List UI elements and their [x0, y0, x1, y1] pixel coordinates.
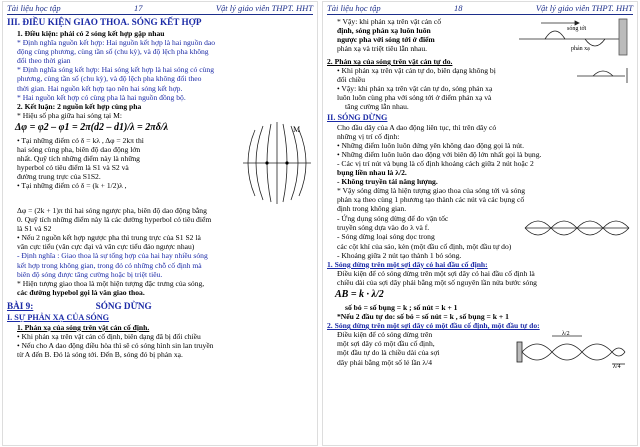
line: dây phải bằng một số lẻ lần λ/4: [337, 357, 432, 367]
line: các cột khí của sáo, kèn (một đầu cố định, một đầu tự do): [337, 241, 512, 251]
formula-and-figure: [7, 120, 313, 206]
line: biên độ sóng được tăng cường hoặc bị triệt tiêu.: [17, 269, 163, 279]
line: - Định nghĩa : Giao thoa là sự tổng hợp của hai hay nhiều sóng: [17, 251, 208, 261]
line: phương, cùng tần số (chu kỳ), và độ lệch pha không đổi theo: [17, 74, 202, 84]
line: chiều dài của sợi dây phải bằng một số nguyên lần nửa bước sóng: [337, 277, 537, 287]
line: đường trung trực của S1S2.: [17, 172, 101, 182]
line: - Các vị trí nút và bụng là cố định khoảng cách giữa 2 nút hoặc 2: [337, 158, 534, 168]
line: bụng liền nhau là λ/2.: [337, 168, 407, 178]
line: • Những điểm luôn luôn dao động với biên độ lớn nhất gọi là bụng.: [337, 149, 542, 159]
line: 2. Sóng dừng trên một sợi dây có một đầu cố định, một đầu tự do:: [327, 321, 540, 331]
line: phản xạ và triệt tiêu lẫn nhau.: [337, 44, 428, 54]
line: * Định nghĩa nguồn kết hợp: Hai nguồn kết hợp là hai nguồn dao: [17, 38, 216, 48]
line: số bó = số bụng = k ; số nút = k + 1: [345, 302, 458, 312]
interference-hyperbola-figure: [241, 120, 313, 206]
phase-formula: Δφ = φ2 – φ1 = 2π(d2 – d1)/λ = 2πδ/λ: [15, 121, 169, 133]
line: * Hiện tượng giao thoa là một hiện tượng đặc trưng của sóng,: [17, 278, 205, 288]
reflect-label: phản xạ: [571, 46, 590, 52]
string-length-formula: AB = k · λ/2: [335, 288, 384, 300]
line: những vị trí cố định:: [337, 131, 400, 141]
line: • Khi phản xạ trên vật cản cố định, biên dạng đã bị đổi chiều: [17, 331, 201, 341]
section-heading: I. SỰ PHẢN XẠ CỦA SÓNG: [7, 312, 110, 322]
line: là S1 và S2: [17, 224, 52, 234]
line: một đầu tự do là chiều dài của sợi: [337, 348, 440, 358]
line: phản xạ theo cùng 1 phương tạo thành các nút và các bụng cố: [337, 195, 525, 205]
line: từ A đến B. Đó là sóng tới. Đến B, sóng đó bị phản xạ.: [17, 350, 183, 360]
line: 1. Phản xạ của sóng trên vật cản cố định.: [17, 322, 150, 332]
line: • Những điểm luôn luôn đứng yên không dao động gọi là nút.: [337, 140, 525, 150]
line: luôn luôn cùng pha với sóng tới ở điểm phản xạ và: [337, 93, 492, 103]
page-number: 18: [453, 3, 463, 13]
header-left: Tài liệu học tập: [327, 3, 381, 13]
line: vân cực tiểu (vân cực đại và vân cực tiểu đảo ngược nhau): [17, 242, 195, 252]
line: • Tại những điểm có δ = (k + 1/2)λ ,: [17, 181, 127, 191]
line: *Nếu 2 đầu tự do: số bó = số nút = k , số bụng = k + 1: [337, 312, 509, 322]
line: tăng cường lẫn nhau.: [345, 102, 409, 112]
page-header: [327, 2, 633, 15]
line: hyperbol có tiêu điểm là S1 và S2 và: [17, 163, 129, 173]
line: 2. Kết luận: 2 nguồn kết hợp cùng pha: [17, 101, 142, 111]
header-right: Vật lý giáo viên THPT. HHT: [535, 3, 633, 13]
lesson-label: BÀI 9:: [7, 300, 34, 311]
page-right: [323, 2, 637, 445]
line: * Hai nguồn kết hợp có cùng pha là hai nguồn đồng bộ.: [17, 92, 186, 102]
lesson-title: SÓNG DỪNG: [95, 300, 152, 311]
line: • Nếu 2 nguồn kết hợp ngược pha thì trung trực của S1 S2 là: [17, 233, 201, 243]
line: * Hiệu số pha giữa hai sóng tại M:: [17, 110, 122, 120]
line: • Khi phản xạ trên vật cản tự do, biên dạng không bị: [337, 66, 496, 76]
line: kết hợp trong không gian, trong đó có những chỗ cố định mà: [17, 260, 202, 270]
line: một sợi dây có một đầu cố định,: [337, 339, 435, 349]
line: 2. Phản xạ của sóng trên vật cản tự do.: [327, 57, 453, 66]
fixed-free-figure: [515, 330, 633, 368]
standing-wave-figure: [521, 214, 633, 242]
line: 0. Quỹ tích những điểm này là các đường hyperbol có tiêu điểm: [17, 215, 212, 225]
free-end-figure: [573, 66, 633, 84]
line: động cùng phương, cùng tần số (chu kỳ), và độ lệch pha không: [17, 47, 209, 57]
line: các đường hypebol gọi là vân giao thoa.: [17, 287, 145, 297]
standing-wave-block: [327, 214, 633, 242]
free-end-block: [327, 66, 633, 84]
line: * Định nghĩa sóng kết hợp: Hai sóng kết hợp là hai sóng có cùng: [17, 65, 215, 75]
half-wave-label: λ/2: [562, 331, 570, 338]
line: Điều kiện để có sóng dừng trên một sợi dây có hai đầu cố định là: [337, 268, 535, 278]
point-m-label: M: [293, 124, 301, 134]
line: • Nếu cho A dao động điều hòa thì sẽ có sóng hình sin lan truyền: [17, 341, 214, 351]
lesson-heading: [7, 301, 313, 312]
line: * Vậy sóng dừng là hiện tượng giao thoa của sóng tới và sóng: [337, 186, 526, 196]
line: đổi chiều: [337, 75, 366, 85]
header-right: Vật lý giáo viên THPT. HHT: [215, 3, 313, 13]
line: Δφ = (2k + 1)π thì hai sóng ngược pha, biên độ dao động bằng: [17, 205, 207, 215]
page-number: 17: [133, 3, 143, 13]
line: - Khoảng giữa 2 nút tạo thành 1 bó sóng.: [337, 250, 462, 260]
line: hai sóng cùng pha, biên độ dao động lớn: [17, 145, 141, 155]
line: truyền sóng dựa vào đo λ và f.: [337, 222, 430, 232]
quarter-wave-label: λ/4: [613, 364, 621, 369]
fixed-free-block: [327, 330, 633, 368]
line: • Vậy: khi phản xạ trên vật cản tự do, sóng phản xạ: [337, 84, 493, 94]
line: 1. Điều kiện: phải có 2 sóng kết hợp gặp nhau: [17, 29, 165, 38]
line: • Tại những điểm có δ = kλ , Δφ = 2kπ thì: [17, 135, 144, 145]
line: đổi theo thời gian: [17, 56, 71, 66]
line: định, sóng phản xạ luôn luôn: [337, 26, 431, 36]
page-left: [3, 2, 317, 445]
reflection-figure: [515, 17, 633, 57]
page-header: [7, 2, 313, 15]
line: Điều kiện để có sóng dừng trên: [337, 330, 433, 340]
line: - Ứng dụng sóng dừng để đo vận tốc: [337, 213, 449, 223]
line: - Sóng dừng loại sóng dọc trong: [337, 231, 435, 241]
line: ngược pha với sóng tới ở điểm: [337, 35, 435, 45]
reflection-block: [327, 17, 633, 57]
line: - Không truyền tải năng lượng.: [337, 177, 438, 187]
line: * Vậy: khi phản xạ trên vật cản cố: [337, 17, 442, 26]
line: 1. Sóng dừng trên một sợi dây có hai đầu cố định:: [327, 259, 488, 269]
section-heading: II. SÓNG DỪNG: [327, 112, 388, 122]
header-left: Tài liệu học tập: [7, 3, 61, 13]
incident-label: sóng tới: [567, 26, 587, 32]
line: định trong không gian.: [337, 204, 407, 214]
line: Cho đầu dây của A dao động liên tục, thì trên dây có: [337, 122, 497, 132]
section-title: III. ĐIỀU KIỆN GIAO THOA. SÓNG KẾT HỢP: [7, 17, 202, 27]
line: thời gian. Hai nguồn kết hợp tạo nên hai sóng kết hợp.: [17, 83, 183, 93]
line: nhất. Quỹ tích những điểm này là những: [17, 154, 140, 164]
